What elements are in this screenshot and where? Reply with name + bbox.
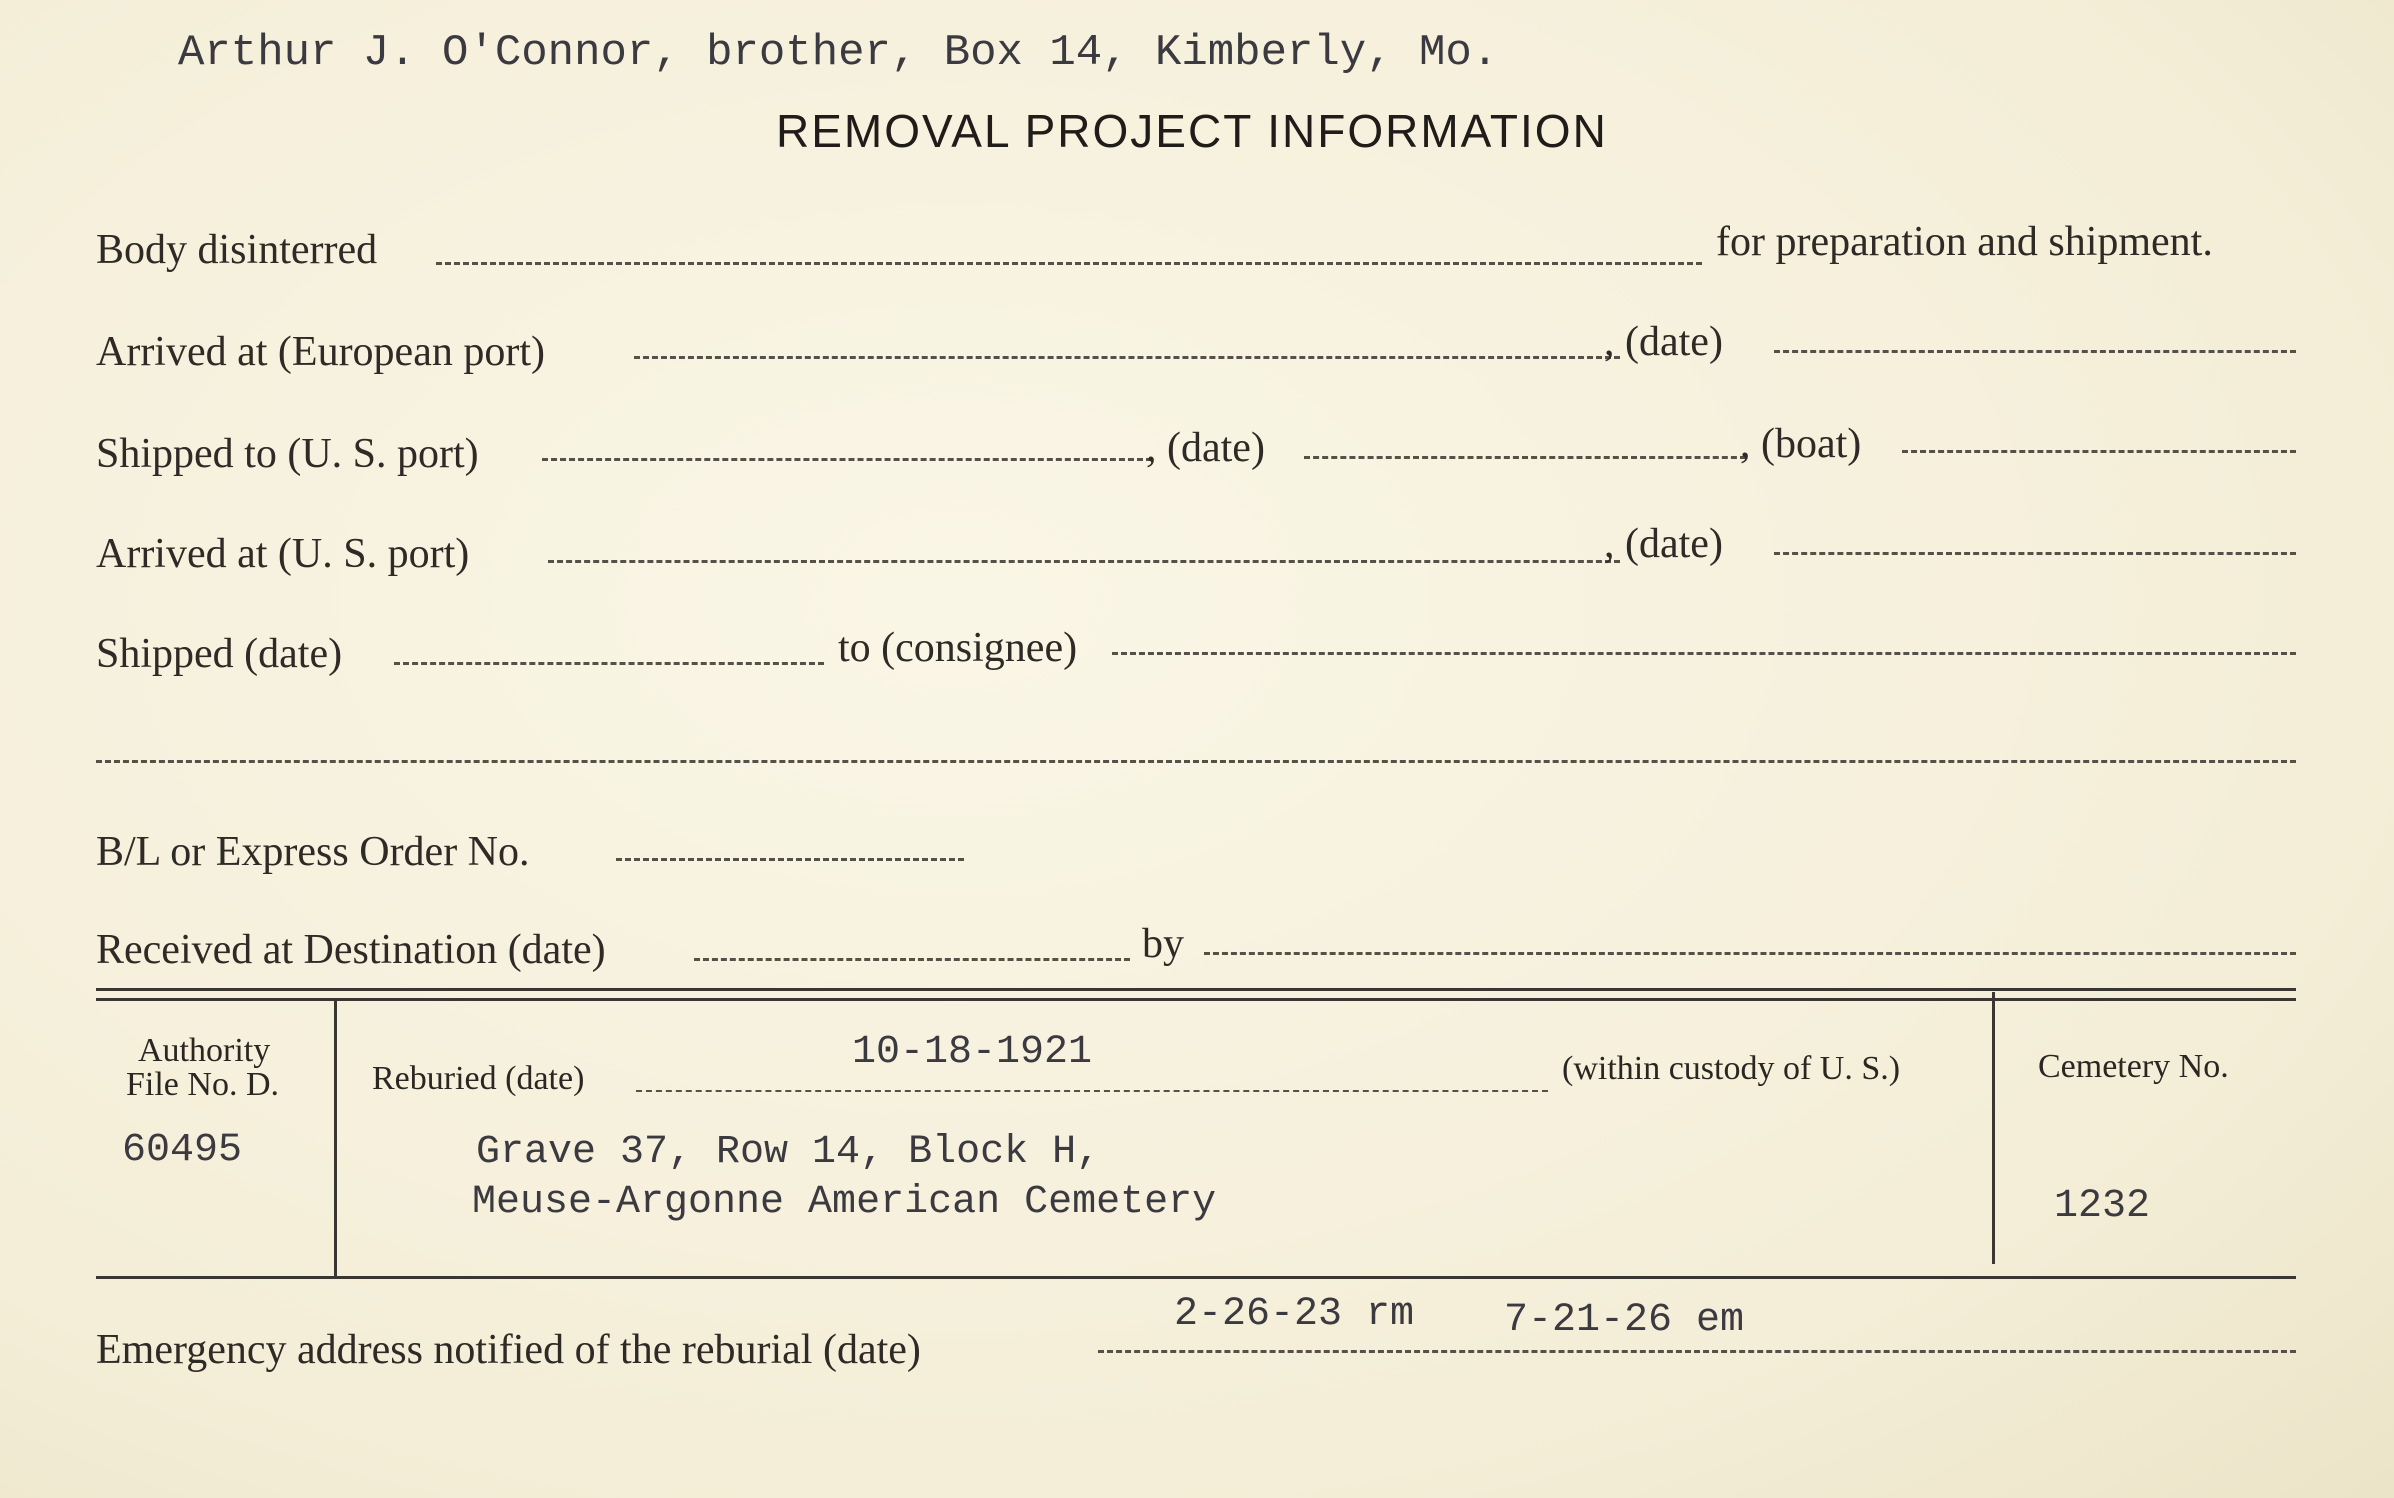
grave-location-line-1: Grave 37, Row 14, Block H, xyxy=(476,1130,1101,1175)
boat-line xyxy=(1902,450,2296,453)
arrived-us-date-label: , (date) xyxy=(1604,521,1723,567)
boat-label: , (boat) xyxy=(1740,421,1862,467)
table-divider-left xyxy=(334,1000,337,1276)
by-line xyxy=(1204,952,2296,955)
cemetery-number: 1232 xyxy=(2054,1184,2151,1229)
file-no-label: File No. D. xyxy=(126,1066,279,1103)
shipped-us-date-line xyxy=(1304,456,1746,459)
emergency-notified-date-1: 2-26-23 rm xyxy=(1174,1292,1415,1337)
blank-continuation-line xyxy=(96,760,2296,763)
reburied-line xyxy=(636,1090,1548,1092)
shipped-us-date-label: , (date) xyxy=(1146,425,1265,471)
table-top-rule-2 xyxy=(96,998,2296,1001)
emergency-address-line xyxy=(1098,1350,2296,1353)
table-bottom-rule xyxy=(96,1276,2296,1279)
emergency-notified-date-2: 7-21-26 em xyxy=(1504,1298,1745,1343)
authority-label: Authority xyxy=(138,1032,271,1069)
reburied-label: Reburied (date) xyxy=(372,1060,585,1097)
received-destination-line xyxy=(694,958,1130,961)
arrived-us-line xyxy=(548,560,1620,563)
arrived-european-date-label: , (date) xyxy=(1604,319,1723,365)
shipped-date-line xyxy=(394,662,824,665)
for-preparation-label: for preparation and shipment. xyxy=(1716,219,2213,265)
by-label: by xyxy=(1142,921,1184,967)
grave-location-line-2: Meuse-Argonne American Cemetery xyxy=(472,1180,1217,1225)
custody-label: (within custody of U. S.) xyxy=(1562,1050,1901,1087)
shipped-date-label: Shipped (date) xyxy=(96,631,343,677)
bl-order-line xyxy=(616,858,964,861)
body-disinterred-line xyxy=(436,262,1702,265)
typed-address: Arthur J. O'Connor, brother, Box 14, Kimberly, Mo. xyxy=(178,28,1499,78)
consignee-line xyxy=(1112,652,2296,655)
consignee-label: to (consignee) xyxy=(838,625,1078,671)
cemetery-no-label: Cemetery No. xyxy=(2038,1048,2229,1085)
reburied-date: 10-18-1921 xyxy=(852,1030,1093,1075)
shipped-us-line xyxy=(542,458,1152,461)
received-destination-label: Received at Destination (date) xyxy=(96,927,606,973)
arrived-european-date-line xyxy=(1774,350,2296,353)
table-top-rule xyxy=(96,988,2296,991)
form-title: REMOVAL PROJECT INFORMATION xyxy=(776,105,1608,157)
bl-order-label: B/L or Express Order No. xyxy=(96,829,530,875)
arrived-us-date-line xyxy=(1774,552,2296,555)
body-disinterred-label: Body disinterred xyxy=(96,227,378,273)
shipped-us-label: Shipped to (U. S. port) xyxy=(96,431,479,477)
authority-file-number: 60495 xyxy=(122,1128,243,1173)
arrived-us-label: Arrived at (U. S. port) xyxy=(96,531,470,577)
emergency-address-label: Emergency address notified of the reburial (date) xyxy=(96,1327,921,1373)
arrived-european-label: Arrived at (European port) xyxy=(96,329,545,375)
arrived-european-line xyxy=(634,356,1620,359)
table-divider-right xyxy=(1992,992,1995,1264)
